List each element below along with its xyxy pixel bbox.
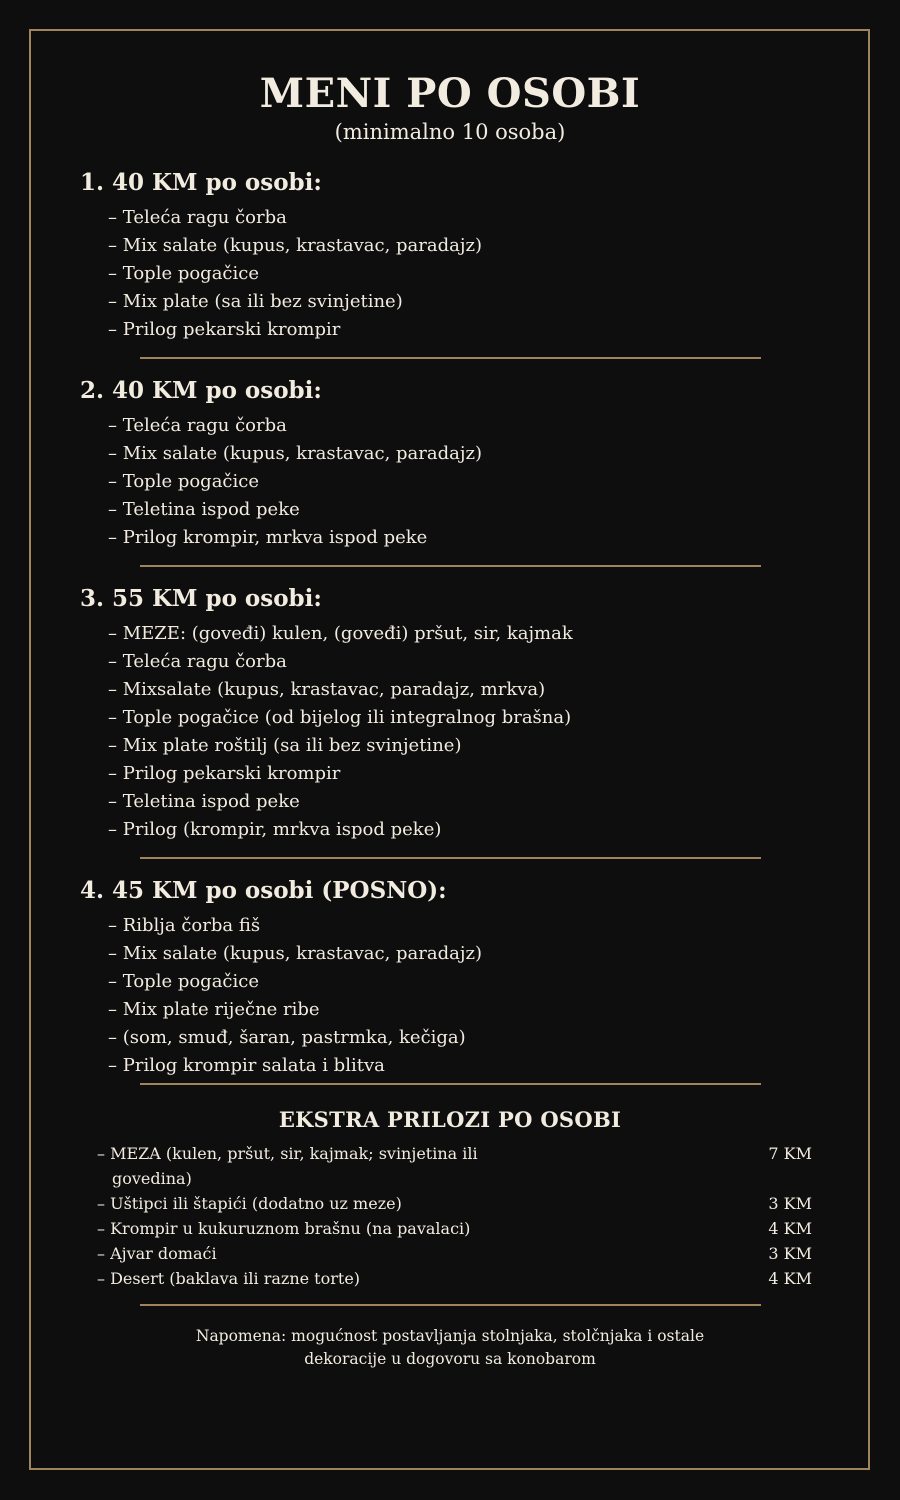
- extras-divider: [140, 1304, 761, 1306]
- section-divider: [140, 357, 761, 359]
- menu-section-3: [80, 584, 820, 844]
- menu-item: – (som, smuđ, šaran, pastrmka, kečiga): [108, 1027, 466, 1048]
- menu-item: – Tople pogačice: [108, 471, 260, 492]
- menu-item: – Mix plate riječne ribe: [108, 999, 320, 1020]
- menu-section-4: [80, 876, 820, 1080]
- extra-item-label: – Uštipci ili štapići (dodatno uz meze): [97, 1194, 402, 1213]
- menu-item: – Mix salate (kupus, krastavac, paradajz): [108, 443, 482, 464]
- menu-item: – Mix salate (kupus, krastavac, paradajz): [108, 235, 482, 256]
- page-subtitle: (minimalno 10 osoba): [334, 120, 566, 144]
- menu-item: – Prilog krompir salata i blitva: [108, 1055, 385, 1076]
- menu-item: – Tople pogačice: [108, 263, 260, 284]
- menu-item: – Prilog pekarski krompir: [108, 319, 341, 340]
- section-heading: 3. 55 KM po osobi:: [80, 585, 322, 612]
- extra-item-label: – MEZA (kulen, pršut, sir, kajmak; svinjetina ili govedina): [97, 1144, 478, 1188]
- menu-item: – Tople pogačice (od bijelog ili integralnog brašna): [108, 707, 572, 728]
- extra-item: [97, 1241, 812, 1266]
- section-heading: 4. 45 KM po osobi (POSNO):: [80, 877, 447, 904]
- footer-note: Napomena: mogućnost postavljanja stolnjaka, stolčnjaka i ostale dekoracije u dogovoru sa konobarom: [195, 1327, 705, 1368]
- menu-item: – Prilog krompir, mrkva ispod peke: [108, 527, 428, 548]
- menu-item: – Teleća ragu čorba: [108, 207, 287, 228]
- extra-item: [97, 1191, 812, 1216]
- extra-item: [97, 1266, 812, 1291]
- menu-section-2: [80, 376, 820, 552]
- extra-item-label: – Krompir u kukuruznom brašnu (na pavalaci): [97, 1219, 471, 1238]
- extra-item: [97, 1141, 812, 1191]
- menu-item: – Teletina ispod peke: [108, 791, 300, 812]
- extras-list: [97, 1141, 812, 1291]
- extra-item: [97, 1216, 812, 1241]
- menu-item: – Teletina ispod peke: [108, 499, 300, 520]
- extra-item-price: 3 KM: [768, 1244, 812, 1263]
- menu-item: – Mix salate (kupus, krastavac, paradajz): [108, 943, 482, 964]
- menu-item: – Mix plate (sa ili bez svinjetine): [108, 291, 403, 312]
- menu-section-1: [80, 168, 820, 344]
- menu-item: – Mixsalate (kupus, krastavac, paradajz, mrkva): [108, 679, 546, 700]
- extra-item-price: 7 KM: [768, 1144, 812, 1163]
- extra-item-price: 4 KM: [768, 1219, 812, 1238]
- menu-item: – Teleća ragu čorba: [108, 651, 287, 672]
- section-heading: 2. 40 KM po osobi:: [80, 377, 322, 404]
- menu-item: – Prilog pekarski krompir: [108, 763, 341, 784]
- menu-item: – Riblja čorba fiš: [108, 915, 261, 936]
- extra-item-label: – Desert (baklava ili razne torte): [97, 1269, 361, 1288]
- page-title: MENI PO OSOBI: [259, 70, 641, 117]
- menu-item: – MEZE: (goveđi) kulen, (goveđi) pršut, sir, kajmak: [108, 623, 573, 644]
- section-divider: [140, 565, 761, 567]
- extra-item-price: 3 KM: [768, 1194, 812, 1213]
- menu-item: – Prilog (krompir, mrkva ispod peke): [108, 819, 442, 840]
- section-heading: 1. 40 KM po osobi:: [80, 169, 322, 196]
- extra-item-label: – Ajvar domaći: [97, 1244, 217, 1263]
- section-divider: [140, 857, 761, 859]
- extra-item-price: 4 KM: [768, 1269, 812, 1288]
- extras-title: EKSTRA PRILOZI PO OSOBI: [278, 1107, 622, 1132]
- menu-item: – Teleća ragu čorba: [108, 415, 287, 436]
- section-divider: [140, 1083, 761, 1085]
- menu-item: – Tople pogačice: [108, 971, 260, 992]
- menu-item: – Mix plate roštilj (sa ili bez svinjetine): [108, 735, 462, 756]
